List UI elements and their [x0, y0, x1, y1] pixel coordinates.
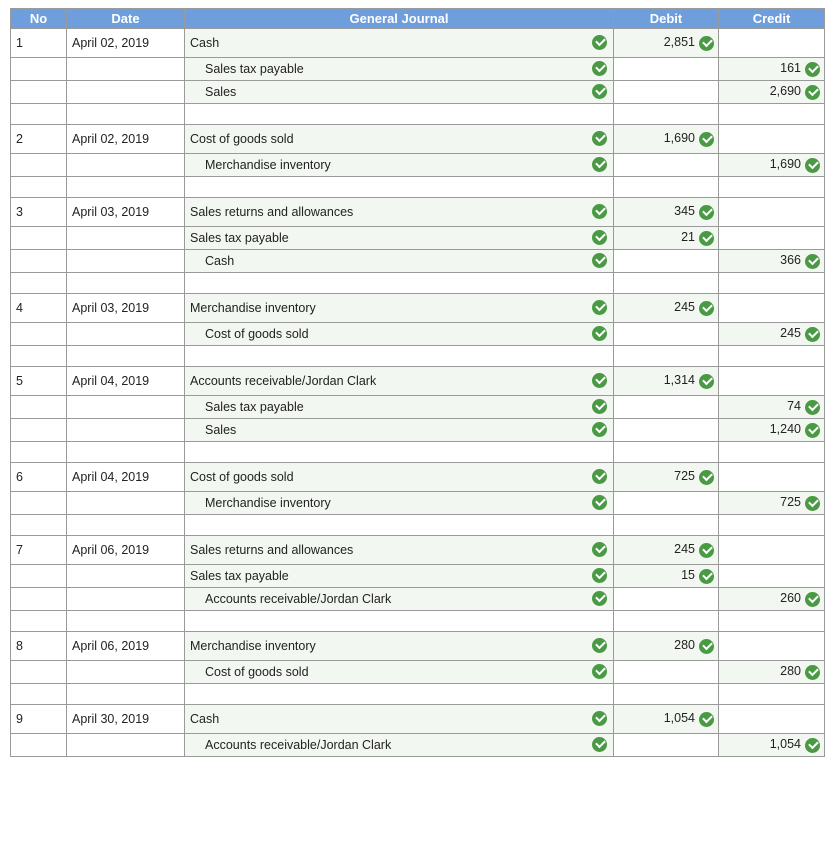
- debit-cell[interactable]: [614, 588, 719, 611]
- credit-cell[interactable]: [719, 565, 825, 588]
- account-name: Sales: [205, 85, 237, 99]
- entry-date: [67, 734, 185, 757]
- debit-amount: 345: [674, 204, 695, 219]
- empty-cell: [185, 346, 614, 367]
- debit-cell[interactable]: [614, 419, 719, 442]
- empty-cell: [719, 611, 825, 632]
- debit-amount: 1,690: [663, 131, 695, 146]
- debit-cell[interactable]: [614, 227, 719, 250]
- credit-cell[interactable]: [719, 250, 825, 273]
- check-circle-icon: [805, 327, 820, 342]
- check-circle-icon: [592, 542, 607, 557]
- check-circle-icon: [592, 326, 607, 341]
- account-cell[interactable]: [185, 227, 614, 250]
- empty-cell: [614, 177, 719, 198]
- credit-amount: 245: [780, 326, 801, 341]
- entry-number: 1: [11, 29, 67, 58]
- credit-cell[interactable]: [719, 705, 825, 734]
- empty-cell: [11, 104, 67, 125]
- header-row: [11, 9, 825, 29]
- blank-row: [11, 611, 825, 632]
- account-name: Accounts receivable/Jordan Clark: [190, 374, 377, 388]
- journal-line-row: [11, 419, 825, 442]
- check-circle-icon: [805, 738, 820, 753]
- entry-number: [11, 588, 67, 611]
- entry-date: [67, 227, 185, 250]
- credit-cell[interactable]: [719, 323, 825, 346]
- check-circle-icon: [592, 157, 607, 172]
- account-name: Cash: [190, 36, 220, 50]
- entry-date: April 06, 2019: [67, 632, 185, 661]
- account-cell[interactable]: [185, 463, 614, 492]
- entry-date: [67, 396, 185, 419]
- debit-amount: 15: [681, 568, 695, 583]
- check-circle-icon: [592, 568, 607, 583]
- journal-entry-row: [11, 463, 825, 492]
- check-circle-icon: [592, 84, 607, 99]
- journal-line-row: [11, 154, 825, 177]
- credit-cell[interactable]: [719, 58, 825, 81]
- journal-entry-row: [11, 367, 825, 396]
- empty-cell: [614, 273, 719, 294]
- account-cell[interactable]: [185, 29, 614, 58]
- credit-cell[interactable]: [719, 227, 825, 250]
- journal-entry-row: [11, 705, 825, 734]
- entry-number: [11, 227, 67, 250]
- entry-number: 6: [11, 463, 67, 492]
- header-general-journal: General Journal: [185, 9, 614, 29]
- check-circle-icon: [699, 374, 714, 389]
- debit-amount: 1,314: [663, 373, 695, 388]
- check-circle-icon: [592, 495, 607, 510]
- check-circle-icon: [699, 132, 714, 147]
- entry-number: 8: [11, 632, 67, 661]
- empty-cell: [185, 177, 614, 198]
- credit-amount: 161: [780, 61, 801, 76]
- credit-amount: 1,054: [769, 737, 801, 752]
- account-cell[interactable]: [185, 294, 614, 323]
- blank-row: [11, 346, 825, 367]
- entry-number: 4: [11, 294, 67, 323]
- entry-number: [11, 396, 67, 419]
- journal-line-row: [11, 565, 825, 588]
- general-journal-table: [10, 8, 824, 757]
- empty-cell: [614, 442, 719, 463]
- debit-cell[interactable]: [614, 294, 719, 323]
- empty-cell: [185, 104, 614, 125]
- journal-line-row: [11, 227, 825, 250]
- header-debit: Debit: [614, 9, 719, 29]
- debit-cell[interactable]: [614, 58, 719, 81]
- account-cell[interactable]: [185, 632, 614, 661]
- debit-cell[interactable]: [614, 367, 719, 396]
- account-name: Sales returns and allowances: [190, 543, 354, 557]
- entry-number: [11, 250, 67, 273]
- credit-cell[interactable]: [719, 419, 825, 442]
- account-cell[interactable]: [185, 250, 614, 273]
- entry-date: [67, 81, 185, 104]
- check-circle-icon: [699, 36, 714, 51]
- journal-line-row: [11, 588, 825, 611]
- account-cell[interactable]: [185, 58, 614, 81]
- credit-amount: 366: [780, 253, 801, 268]
- debit-cell[interactable]: [614, 536, 719, 565]
- account-cell[interactable]: [185, 367, 614, 396]
- account-name: Accounts receivable/Jordan Clark: [205, 738, 392, 752]
- empty-cell: [614, 346, 719, 367]
- check-circle-icon: [805, 158, 820, 173]
- account-cell[interactable]: [185, 154, 614, 177]
- empty-cell: [719, 442, 825, 463]
- credit-cell[interactable]: [719, 492, 825, 515]
- check-circle-icon: [699, 569, 714, 584]
- debit-amount: 1,054: [663, 711, 695, 726]
- entry-number: [11, 661, 67, 684]
- entry-number: 5: [11, 367, 67, 396]
- debit-cell[interactable]: [614, 198, 719, 227]
- debit-amount: 280: [674, 638, 695, 653]
- account-cell[interactable]: [185, 492, 614, 515]
- check-circle-icon: [805, 496, 820, 511]
- entry-number: [11, 565, 67, 588]
- credit-cell[interactable]: [719, 294, 825, 323]
- empty-cell: [719, 346, 825, 367]
- check-circle-icon: [592, 664, 607, 679]
- blank-row: [11, 273, 825, 294]
- empty-cell: [185, 611, 614, 632]
- credit-cell[interactable]: [719, 198, 825, 227]
- debit-amount: 245: [674, 542, 695, 557]
- credit-cell[interactable]: [719, 632, 825, 661]
- check-circle-icon: [592, 230, 607, 245]
- credit-amount: 260: [780, 591, 801, 606]
- check-circle-icon: [592, 131, 607, 146]
- credit-cell[interactable]: [719, 125, 825, 154]
- empty-cell: [185, 515, 614, 536]
- journal-entry-row: [11, 536, 825, 565]
- check-circle-icon: [699, 205, 714, 220]
- check-circle-icon: [592, 591, 607, 606]
- debit-cell[interactable]: [614, 705, 719, 734]
- account-name: Cost of goods sold: [190, 132, 294, 146]
- empty-cell: [719, 515, 825, 536]
- entry-number: 7: [11, 536, 67, 565]
- journal-line-row: [11, 323, 825, 346]
- account-cell[interactable]: [185, 125, 614, 154]
- entry-date: [67, 250, 185, 273]
- journal-line-row: [11, 81, 825, 104]
- empty-cell: [67, 684, 185, 705]
- empty-cell: [67, 611, 185, 632]
- journal-line-row: [11, 734, 825, 757]
- account-cell[interactable]: [185, 705, 614, 734]
- check-circle-icon: [592, 253, 607, 268]
- debit-amount: 725: [674, 469, 695, 484]
- debit-cell[interactable]: [614, 734, 719, 757]
- blank-row: [11, 515, 825, 536]
- entry-date: April 03, 2019: [67, 294, 185, 323]
- debit-cell[interactable]: [614, 29, 719, 58]
- entry-number: 2: [11, 125, 67, 154]
- account-cell[interactable]: [185, 661, 614, 684]
- credit-cell[interactable]: [719, 396, 825, 419]
- account-name: Cost of goods sold: [205, 665, 309, 679]
- check-circle-icon: [592, 204, 607, 219]
- check-circle-icon: [592, 422, 607, 437]
- account-cell[interactable]: [185, 396, 614, 419]
- account-name: Sales tax payable: [190, 569, 289, 583]
- entry-number: 9: [11, 705, 67, 734]
- entry-date: [67, 58, 185, 81]
- credit-cell[interactable]: [719, 154, 825, 177]
- credit-amount: 280: [780, 664, 801, 679]
- account-cell[interactable]: [185, 81, 614, 104]
- empty-cell: [185, 442, 614, 463]
- blank-row: [11, 104, 825, 125]
- check-circle-icon: [699, 301, 714, 316]
- empty-cell: [11, 515, 67, 536]
- journal-entry-row: [11, 125, 825, 154]
- entry-date: [67, 492, 185, 515]
- entry-date: April 02, 2019: [67, 29, 185, 58]
- check-circle-icon: [699, 712, 714, 727]
- entry-number: 3: [11, 198, 67, 227]
- entry-date: [67, 661, 185, 684]
- entry-date: [67, 419, 185, 442]
- empty-cell: [11, 684, 67, 705]
- entry-date: April 04, 2019: [67, 367, 185, 396]
- credit-amount: 1,690: [769, 157, 801, 172]
- journal-entry-row: [11, 198, 825, 227]
- credit-cell[interactable]: [719, 367, 825, 396]
- check-circle-icon: [699, 639, 714, 654]
- check-circle-icon: [699, 470, 714, 485]
- entry-date: [67, 323, 185, 346]
- journal-line-row: [11, 396, 825, 419]
- credit-cell[interactable]: [719, 81, 825, 104]
- entry-number: [11, 492, 67, 515]
- debit-cell[interactable]: [614, 565, 719, 588]
- empty-cell: [719, 177, 825, 198]
- account-cell[interactable]: [185, 588, 614, 611]
- blank-row: [11, 684, 825, 705]
- check-circle-icon: [805, 592, 820, 607]
- credit-cell[interactable]: [719, 536, 825, 565]
- account-name: Merchandise inventory: [205, 158, 331, 172]
- account-name: Cash: [205, 254, 235, 268]
- entry-number: [11, 81, 67, 104]
- journal-line-row: [11, 250, 825, 273]
- check-circle-icon: [592, 711, 607, 726]
- debit-cell[interactable]: [614, 154, 719, 177]
- check-circle-icon: [805, 423, 820, 438]
- debit-cell[interactable]: [614, 632, 719, 661]
- debit-amount: 245: [674, 300, 695, 315]
- empty-cell: [719, 684, 825, 705]
- account-name: Cost of goods sold: [205, 327, 309, 341]
- header-no: No: [11, 9, 67, 29]
- journal-line-row: [11, 58, 825, 81]
- journal-entry-row: [11, 29, 825, 58]
- account-name: Sales returns and allowances: [190, 205, 354, 219]
- header-date: Date: [67, 9, 185, 29]
- entry-date: [67, 154, 185, 177]
- entry-date: April 04, 2019: [67, 463, 185, 492]
- debit-cell[interactable]: [614, 463, 719, 492]
- empty-cell: [185, 684, 614, 705]
- credit-cell[interactable]: [719, 734, 825, 757]
- check-circle-icon: [592, 399, 607, 414]
- check-circle-icon: [805, 254, 820, 269]
- account-cell[interactable]: [185, 536, 614, 565]
- empty-cell: [67, 177, 185, 198]
- blank-row: [11, 177, 825, 198]
- credit-amount: 1,240: [769, 422, 801, 437]
- entry-date: [67, 565, 185, 588]
- journal-entry-row: [11, 294, 825, 323]
- debit-amount: 21: [681, 230, 695, 245]
- empty-cell: [185, 273, 614, 294]
- entry-date: [67, 588, 185, 611]
- account-name: Merchandise inventory: [190, 301, 316, 315]
- credit-amount: 725: [780, 495, 801, 510]
- check-circle-icon: [592, 35, 607, 50]
- account-name: Accounts receivable/Jordan Clark: [205, 592, 392, 606]
- credit-amount: 2,690: [769, 84, 801, 99]
- account-name: Sales tax payable: [190, 231, 289, 245]
- account-name: Cost of goods sold: [190, 470, 294, 484]
- blank-row: [11, 442, 825, 463]
- debit-cell[interactable]: [614, 250, 719, 273]
- journal-line-row: [11, 492, 825, 515]
- empty-cell: [11, 611, 67, 632]
- empty-cell: [67, 442, 185, 463]
- check-circle-icon: [592, 373, 607, 388]
- check-circle-icon: [592, 469, 607, 484]
- credit-cell[interactable]: [719, 463, 825, 492]
- debit-cell[interactable]: [614, 492, 719, 515]
- check-circle-icon: [592, 638, 607, 653]
- account-name: Sales: [205, 423, 237, 437]
- empty-cell: [614, 611, 719, 632]
- empty-cell: [67, 104, 185, 125]
- check-circle-icon: [805, 85, 820, 100]
- check-circle-icon: [699, 231, 714, 246]
- entry-number: [11, 58, 67, 81]
- empty-cell: [11, 273, 67, 294]
- debit-cell[interactable]: [614, 396, 719, 419]
- entry-date: April 02, 2019: [67, 125, 185, 154]
- debit-cell[interactable]: [614, 81, 719, 104]
- check-circle-icon: [805, 62, 820, 77]
- entry-number: [11, 419, 67, 442]
- entry-date: April 30, 2019: [67, 705, 185, 734]
- credit-cell[interactable]: [719, 588, 825, 611]
- account-cell[interactable]: [185, 419, 614, 442]
- empty-cell: [11, 442, 67, 463]
- empty-cell: [11, 346, 67, 367]
- check-circle-icon: [592, 61, 607, 76]
- empty-cell: [67, 346, 185, 367]
- empty-cell: [67, 273, 185, 294]
- empty-cell: [11, 177, 67, 198]
- empty-cell: [719, 273, 825, 294]
- journal-line-row: [11, 661, 825, 684]
- empty-cell: [67, 515, 185, 536]
- entry-date: April 06, 2019: [67, 536, 185, 565]
- account-cell[interactable]: [185, 198, 614, 227]
- account-name: Merchandise inventory: [205, 496, 331, 510]
- account-name: Cash: [190, 712, 220, 726]
- journal-entry-row: [11, 632, 825, 661]
- empty-cell: [719, 104, 825, 125]
- header-credit: Credit: [719, 9, 825, 29]
- empty-cell: [614, 104, 719, 125]
- account-cell[interactable]: [185, 565, 614, 588]
- credit-cell[interactable]: [719, 29, 825, 58]
- entry-date: April 03, 2019: [67, 198, 185, 227]
- check-circle-icon: [592, 737, 607, 752]
- debit-cell[interactable]: [614, 125, 719, 154]
- entry-number: [11, 323, 67, 346]
- account-cell[interactable]: [185, 323, 614, 346]
- entry-number: [11, 734, 67, 757]
- check-circle-icon: [592, 300, 607, 315]
- account-cell[interactable]: [185, 734, 614, 757]
- entry-number: [11, 154, 67, 177]
- debit-cell[interactable]: [614, 661, 719, 684]
- debit-cell[interactable]: [614, 323, 719, 346]
- account-name: Sales tax payable: [205, 62, 304, 76]
- check-circle-icon: [699, 543, 714, 558]
- journal-body: [11, 29, 825, 757]
- debit-amount: 2,851: [663, 35, 695, 50]
- credit-cell[interactable]: [719, 661, 825, 684]
- empty-cell: [614, 515, 719, 536]
- account-name: Merchandise inventory: [190, 639, 316, 653]
- account-name: Sales tax payable: [205, 400, 304, 414]
- empty-cell: [614, 684, 719, 705]
- credit-amount: 74: [787, 399, 801, 414]
- check-circle-icon: [805, 665, 820, 680]
- check-circle-icon: [805, 400, 820, 415]
